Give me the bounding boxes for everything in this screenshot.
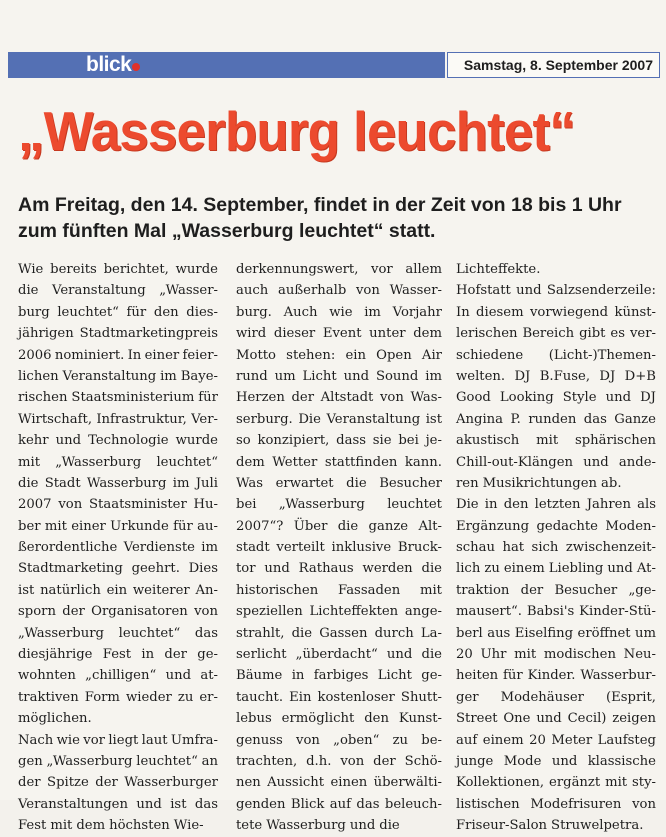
- text-line: die Veranstaltung „Wasser-: [18, 283, 218, 299]
- text-line: tor und Rathaus werden die: [236, 561, 442, 577]
- article-subheadline: [18, 192, 658, 244]
- text-line: lich zu einem Liebling und At-: [456, 561, 656, 577]
- text-line: diesjährige Fest in der ge-: [18, 647, 218, 663]
- text-line: Street One und Cecil) zeigen: [456, 711, 656, 727]
- text-line: der Spitze der Wasserburger: [18, 775, 218, 791]
- text-line: die Stadt Wasserburg im Juli: [18, 475, 218, 491]
- text-line: Fest mit dem höchsten Wie-: [18, 818, 204, 834]
- text-line: rischen Staatsministerium für: [18, 390, 218, 406]
- masthead-blue-band: [8, 52, 445, 78]
- date-box: [447, 52, 660, 78]
- text-line: trachten, d.h. von der Schö-: [236, 753, 442, 769]
- text-line: ber mit einer Urkunde für au-: [18, 518, 218, 534]
- text-line: jährigen Stadtmarketingpreis: [18, 326, 218, 342]
- text-line: Friseur-Salon Struwelpetra.: [456, 818, 644, 834]
- text-line: Bäume in farbiges Licht ge-: [236, 668, 442, 684]
- text-line: Was erwartet die Besucher: [236, 475, 442, 491]
- text-line: Lichteffekte.: [456, 262, 541, 277]
- text-line: so konzipiert, dass sie bei je-: [236, 433, 442, 449]
- text-line: gen „Wasserburg leuchtet“ an: [18, 753, 218, 769]
- article-column-2: [236, 259, 442, 837]
- text-line: mit „Wasserburg leuchtet“: [18, 454, 218, 470]
- text-line: lebus ermöglicht den Kunst-: [236, 711, 442, 727]
- text-line: 2007“? Über die ganze Alt-: [236, 518, 442, 534]
- text-line: wird dieser Event unter dem: [236, 326, 442, 342]
- subheadline-line: Am Freitag, den 14. September, findet in der Zeit von 18 bis 1 Uhr: [18, 194, 622, 216]
- text-line: genden Blick auf das beleuch-: [236, 796, 442, 812]
- text-line: bei „Wasserburg leuchtet: [236, 497, 442, 513]
- text-line: burg leuchtet“ für den dies-: [18, 304, 218, 320]
- text-line: Veranstaltungen und ist das: [18, 796, 218, 812]
- text-line: dem Wetter stattfinden kann.: [236, 454, 442, 470]
- text-line: mausert“. Babsi's Kinder-Stü-: [456, 604, 656, 620]
- text-line: taucht. Ein kostenloser Shutt-: [236, 689, 442, 705]
- logo-dot-icon: [132, 63, 140, 71]
- text-line: ren Musikrichtungen ab.: [456, 475, 622, 491]
- text-line: historischen Fassaden mit: [236, 582, 442, 598]
- text-line: ger Modehäuser (Esprit,: [456, 689, 656, 705]
- text-line: Wirtschaft, Infrastruktur, Ver-: [18, 411, 218, 427]
- text-line: Ergänzung gedachte Moden-: [456, 518, 656, 534]
- text-line: stadt verteilt inklusive Bruck-: [236, 540, 442, 556]
- text-line: speziellen Lichteffekten ange-: [236, 604, 442, 620]
- text-line: traktiven Form wieder zu er-: [18, 689, 218, 705]
- text-line: Angina P. runden das Ganze: [456, 411, 656, 427]
- text-line: schiedene (Licht-)Themen-: [456, 347, 656, 363]
- text-line: lichen Veranstaltung im Baye-: [18, 368, 218, 384]
- text-line: Good Looking Style und DJ: [456, 390, 656, 406]
- text-line: nen Aussicht einen überwälti-: [236, 775, 442, 791]
- text-line: 2006 nominiert. In einer feier-: [18, 347, 218, 363]
- text-line: wohnten „chilligen“ und at-: [18, 668, 218, 684]
- text-line: Chill-out-Klängen und ande-: [456, 454, 656, 470]
- text-line: ist natürlich ein weiterer An-: [18, 582, 218, 598]
- text-line: Kollektionen, ergänzt mit sty-: [456, 775, 656, 791]
- text-line: traktion der Besucher „ge-: [456, 582, 656, 598]
- issue-date: Samstag, 8. September 2007: [463, 57, 653, 73]
- text-line: sporn der Organisatoren von: [18, 604, 218, 620]
- text-line: kehr und Technologie wurde: [18, 433, 218, 449]
- text-line: 20 Uhr mit modischen Neu-: [456, 647, 656, 663]
- text-line: Die in den letzten Jahren als: [456, 497, 656, 513]
- text-line: Stadtmarketing geehrt. Dies: [18, 561, 218, 577]
- blick-logo: [86, 52, 140, 78]
- text-line: junge Mode und klassische: [456, 753, 656, 769]
- text-line: tete Wasserburg und die: [236, 818, 400, 834]
- text-line: auch außerhalb von Wasser-: [236, 283, 442, 299]
- text-line: In diesem vorwiegend künst-: [456, 304, 656, 320]
- text-line: akustisch mit sphärischen: [456, 433, 656, 449]
- text-line: rund um Licht und Sound im: [236, 368, 442, 384]
- text-line: auf einem 20 Meter Laufsteg: [456, 732, 656, 748]
- text-line: berl aus Eiselfing eröffnet um: [456, 625, 656, 641]
- article-column-1: [18, 259, 218, 837]
- text-line: listischen Modefrisuren von: [456, 796, 656, 812]
- text-line: lerischen Bereich gibt es ver-: [456, 326, 656, 342]
- text-line: welten. DJ B.Fuse, DJ D+B: [456, 368, 656, 384]
- text-line: derkennungswert, vor allem: [236, 262, 442, 277]
- text-line: „Wasserburg leuchtet“ das: [18, 625, 218, 641]
- text-line: Nach wie vor liegt laut Umfra-: [18, 732, 218, 748]
- text-line: genuss von „oben“ zu be-: [236, 732, 442, 748]
- text-line: burg. Auch wie im Vorjahr: [236, 304, 442, 320]
- text-line: schau hat sich zwischenzeit-: [456, 540, 656, 556]
- article-column-3: [456, 259, 656, 837]
- text-line: ßerordentliche Verdienste im: [18, 540, 218, 556]
- text-line: serburg. Die Veranstaltung ist: [236, 411, 442, 427]
- text-line: Motto stehen: ein Open Air: [236, 347, 442, 363]
- text-line: heiten für Kinder. Wasserbur-: [456, 668, 656, 684]
- text-line: 2007 von Staatsminister Hu-: [18, 497, 218, 513]
- logo-text: blick: [86, 53, 132, 76]
- text-line: Herzen der Altstadt von Was-: [236, 390, 442, 406]
- subheadline-line: zum fünften Mal „Wasserburg leuchtet“ statt.: [18, 220, 436, 242]
- text-line: serlicht „überdacht“ und die: [236, 647, 442, 663]
- text-line: möglichen.: [18, 711, 92, 727]
- text-line: strahlt, die Gassen durch La-: [236, 625, 442, 641]
- article-headline: „Wasserburg leuchtet“: [18, 100, 575, 162]
- text-line: Hofstatt und Salzsenderzeile:: [456, 283, 656, 299]
- masthead-bar: [8, 52, 658, 78]
- text-line: Wie bereits berichtet, wurde: [18, 262, 218, 277]
